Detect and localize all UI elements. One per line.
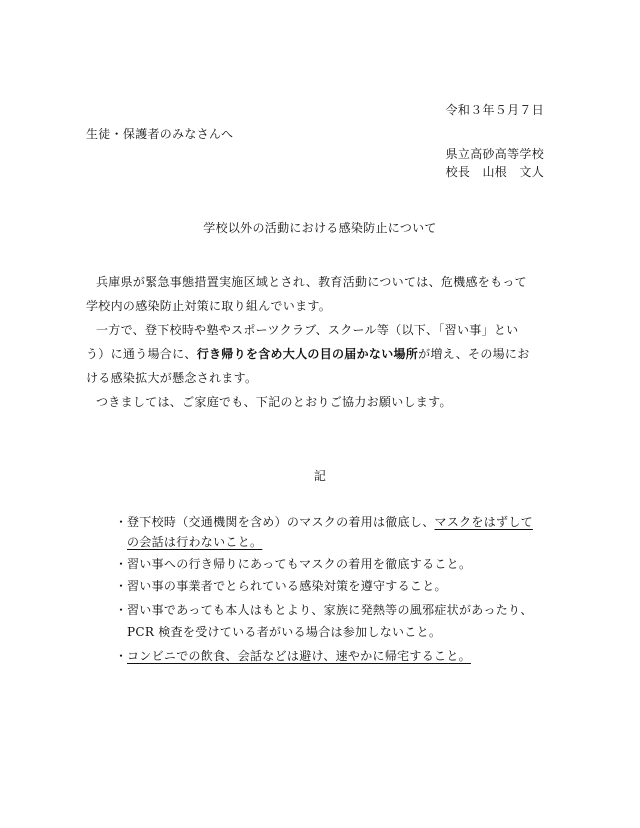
paragraph-1-line-2: 学校内の感染防止対策に取り組んでいます。	[86, 299, 332, 313]
item-4-line-2: PCR 検査を受けている者がいる場合は参加しないこと。	[127, 625, 442, 639]
bullet-2: ・	[115, 557, 128, 571]
item-1-underlined-text: マスクをはずして	[434, 515, 533, 529]
bullet-5: ・	[115, 649, 128, 663]
sender-school: 県立高砂高等学校	[445, 147, 544, 161]
document-title: 学校以外の活動における感染防止について	[203, 221, 437, 235]
item-5	[127, 648, 471, 664]
sender-principal: 校長 山根 文人	[445, 165, 544, 179]
bullet-4: ・	[115, 603, 128, 617]
bullet-1: ・	[115, 515, 128, 529]
date-line: 令和３年５月７日	[445, 103, 544, 117]
addressee: 生徒・保護者のみなさんへ	[86, 127, 234, 141]
paragraph-3-line-1: つきましては、ご家庭でも、下記のとおりご協力お願いします。	[96, 395, 452, 409]
item-3: 習い事の事業者でとられている感染対策を遵守すること。	[127, 579, 447, 593]
paragraph-2-line-1: 一方で、登下校時や塾やスポーツクラブ、スクール等（以下、「習い事」とい	[96, 323, 519, 337]
paragraph-2-text-b: が増え、その場にお	[418, 347, 530, 361]
item-1-line-1	[127, 514, 533, 530]
item-5-underlined-text: コンビニでの飲食、会話などは避け、速やかに帰宅すること。	[127, 649, 471, 663]
item-1-line-2	[127, 534, 262, 550]
bullet-3: ・	[115, 579, 128, 593]
paragraph-2-line-2	[86, 346, 530, 362]
emphasis-text: 行き帰りを含め大人の目の届かない場所	[196, 347, 419, 361]
item-2: 習い事への行き帰りにあってもマスクの着用を徹底すること。	[127, 557, 472, 571]
paragraph-2-text-a: う）に通う場合に、	[86, 347, 197, 361]
paragraph-2-line-3: ける感染拡大が懸念されます。	[86, 371, 258, 385]
item-1-text: 登下校時（交通機関を含め）のマスクの着用は徹底し、	[127, 515, 435, 529]
ki-heading: 記	[313, 469, 327, 483]
paragraph-1-line-1: 兵庫県が緊急事態措置実施区域とされ、教育活動については、危機感をもって	[96, 275, 527, 289]
item-4-line-1: 習い事であっても本人はもとより、家族に発熱等の風邪症状があったり、	[127, 603, 533, 617]
item-1-underlined-text-2: の会話は行わないこと。	[127, 535, 263, 549]
